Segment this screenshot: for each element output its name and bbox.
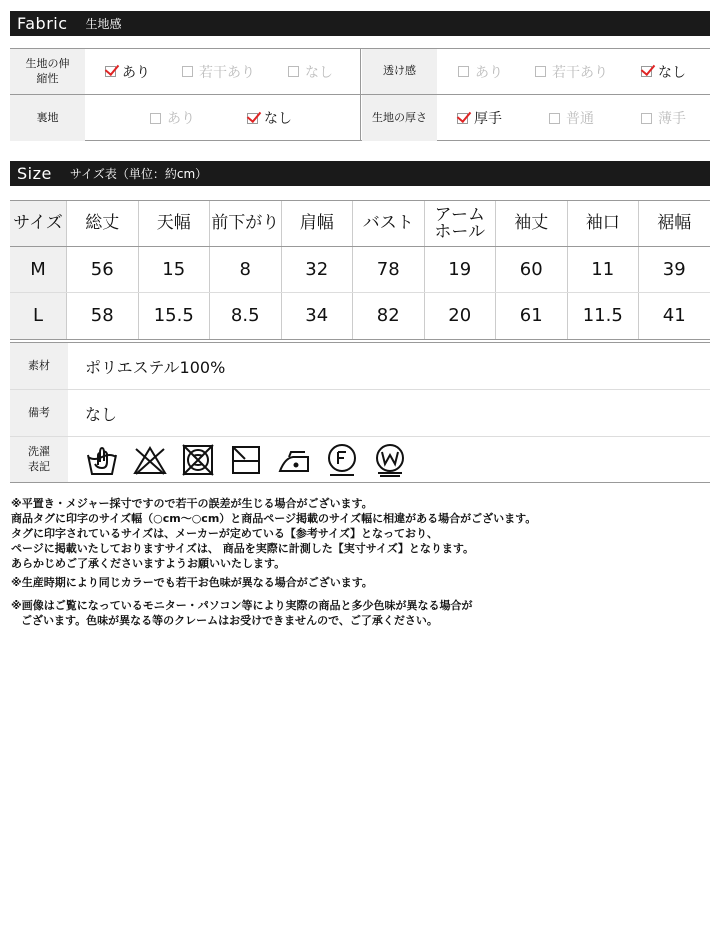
thickness-option-normal[interactable] (549, 95, 594, 141)
table-cell: 15.5 (138, 293, 210, 339)
table-cell: 32 (281, 247, 353, 292)
col-header: サイズ (10, 201, 66, 246)
option-label: 若干あり (199, 64, 255, 81)
col-header: 袖丈 (495, 201, 567, 246)
sheer-option-slight[interactable] (535, 49, 608, 94)
material-label: 素材 (10, 343, 68, 389)
col-header: 総丈 (66, 201, 138, 246)
stretch-label (10, 49, 85, 94)
checked-checkbox-icon[interactable] (105, 66, 116, 77)
table-cell: 56 (66, 247, 138, 292)
col-header: 前下がり (209, 201, 281, 246)
checked-checkbox-icon[interactable] (247, 113, 258, 124)
iron-low-icon (277, 443, 311, 477)
divider (360, 49, 361, 94)
fabric-table (10, 48, 710, 141)
table-cell: 41 (638, 293, 710, 339)
option-label: あり (122, 64, 150, 81)
care-label-text: 洗濯表記 (28, 445, 50, 473)
table-cell: 60 (495, 247, 567, 292)
fabric-header (10, 11, 710, 36)
thickness-option-thick[interactable] (457, 95, 502, 141)
lining-label: 裏地 (10, 95, 85, 141)
option-label: なし (264, 111, 292, 127)
option-label: 厚手 (474, 111, 502, 127)
care-icons (68, 437, 407, 482)
size-title: Size (17, 164, 52, 183)
sheer-label: 透け感 (362, 49, 437, 94)
col-header: 天幅 (138, 201, 210, 246)
checkbox-icon[interactable] (182, 66, 193, 77)
remarks-value: なし (85, 404, 118, 424)
table-cell: 78 (352, 247, 424, 292)
table-cell: 61 (495, 293, 567, 339)
table-row (10, 293, 710, 339)
size-header (10, 161, 710, 186)
fabric-row-2 (10, 95, 710, 141)
sheer-option-no[interactable] (641, 49, 686, 94)
care-row (10, 437, 710, 482)
material-row (10, 343, 710, 390)
care-label (10, 437, 68, 482)
table-row (10, 247, 710, 293)
checkbox-icon[interactable] (288, 66, 299, 77)
note-line: ※生産時期により同じカラーでも若干お色味が異なる場合がございます。 (11, 576, 373, 589)
stretch-option-yes[interactable] (105, 49, 150, 94)
no-bleach-icon (133, 443, 167, 477)
size-table-header (10, 201, 710, 247)
col-header: アーム ホール (424, 201, 496, 246)
checkbox-icon[interactable] (458, 66, 469, 77)
fabric-subtitle: 生地感 (85, 17, 122, 31)
note-line: タグに印字されているサイズは、メーカーが定めている【参考サイズ】となっており、 (11, 527, 439, 540)
table-cell: 39 (638, 247, 710, 292)
info-table (10, 342, 710, 483)
note-line: ございます。色味が異なる等のクレームはお受けできませんので、ご了承ください。 (21, 614, 438, 627)
note-line: ページに掲載いたしておりますサイズは、 商品を実際に計測した【実寸サイズ】となります。 (11, 542, 474, 555)
table-cell: 8 (209, 247, 281, 292)
lining-option-no[interactable] (247, 95, 292, 141)
option-label: なし (305, 64, 333, 81)
dry-clean-f-icon (325, 443, 359, 477)
material-value: ポリエステル100% (85, 357, 226, 377)
checkbox-icon[interactable] (535, 66, 546, 77)
table-cell: 11 (567, 247, 639, 292)
thickness-label: 生地の厚さ (362, 95, 437, 141)
size-subtitle: サイズ表（単位：約cm） (69, 167, 208, 181)
checked-checkbox-icon[interactable] (641, 66, 652, 77)
option-label: 普通 (566, 111, 594, 127)
note-line: ※平置き・メジャー採寸ですので若干の誤差が生じる場合がございます。 (11, 497, 373, 510)
lining-option-yes[interactable] (150, 95, 195, 141)
table-cell: 15 (138, 247, 210, 292)
checkbox-icon[interactable] (549, 113, 560, 124)
size-label: M (10, 247, 66, 292)
stretch-option-no[interactable] (288, 49, 333, 94)
col-header: バスト (352, 201, 424, 246)
checkbox-icon[interactable] (641, 113, 652, 124)
option-label: あり (475, 64, 503, 81)
notes (11, 496, 711, 628)
stretch-option-slight[interactable] (182, 49, 255, 94)
checked-checkbox-icon[interactable] (457, 113, 468, 124)
table-cell: 11.5 (567, 293, 639, 339)
option-label: 薄手 (658, 111, 686, 127)
note-line: あらかじめご了承くださいますようお願いいたします。 (11, 557, 286, 570)
table-cell: 58 (66, 293, 138, 339)
line-dry-shade-icon (229, 443, 263, 477)
remarks-label: 備考 (10, 390, 68, 436)
no-tumble-dry-icon (181, 443, 215, 477)
table-cell: 8.5 (209, 293, 281, 339)
stretch-label-text: 生地の伸縮性 (25, 57, 70, 85)
sheer-option-yes[interactable] (458, 49, 503, 94)
option-label: なし (658, 64, 686, 81)
note-line: 商品タグに印字のサイズ幅（○cm〜○cm）と商品ページ掲載のサイズ幅に相違がある場合がございます。 (11, 512, 537, 525)
fabric-row-1 (10, 49, 710, 95)
size-table (10, 200, 710, 340)
option-label: 若干あり (552, 64, 608, 81)
divider (360, 95, 361, 141)
table-cell: 19 (424, 247, 496, 292)
col-header: 裾幅 (638, 201, 710, 246)
table-cell: 82 (352, 293, 424, 339)
table-cell: 34 (281, 293, 353, 339)
size-label: L (10, 293, 66, 339)
col-header: 肩幅 (281, 201, 353, 246)
wet-clean-w-icon (373, 443, 407, 477)
option-label: あり (167, 111, 195, 127)
col-header: 袖口 (567, 201, 639, 246)
table-cell: 20 (424, 293, 496, 339)
note-line: ※画像はご覧になっているモニター・パソコン等により実際の商品と多少色味が異なる場合が (11, 599, 473, 612)
thickness-option-thin[interactable] (641, 95, 686, 141)
hand-wash-icon (85, 443, 119, 477)
fabric-title: Fabric (17, 14, 68, 33)
remarks-row (10, 390, 710, 437)
checkbox-icon[interactable] (150, 113, 161, 124)
